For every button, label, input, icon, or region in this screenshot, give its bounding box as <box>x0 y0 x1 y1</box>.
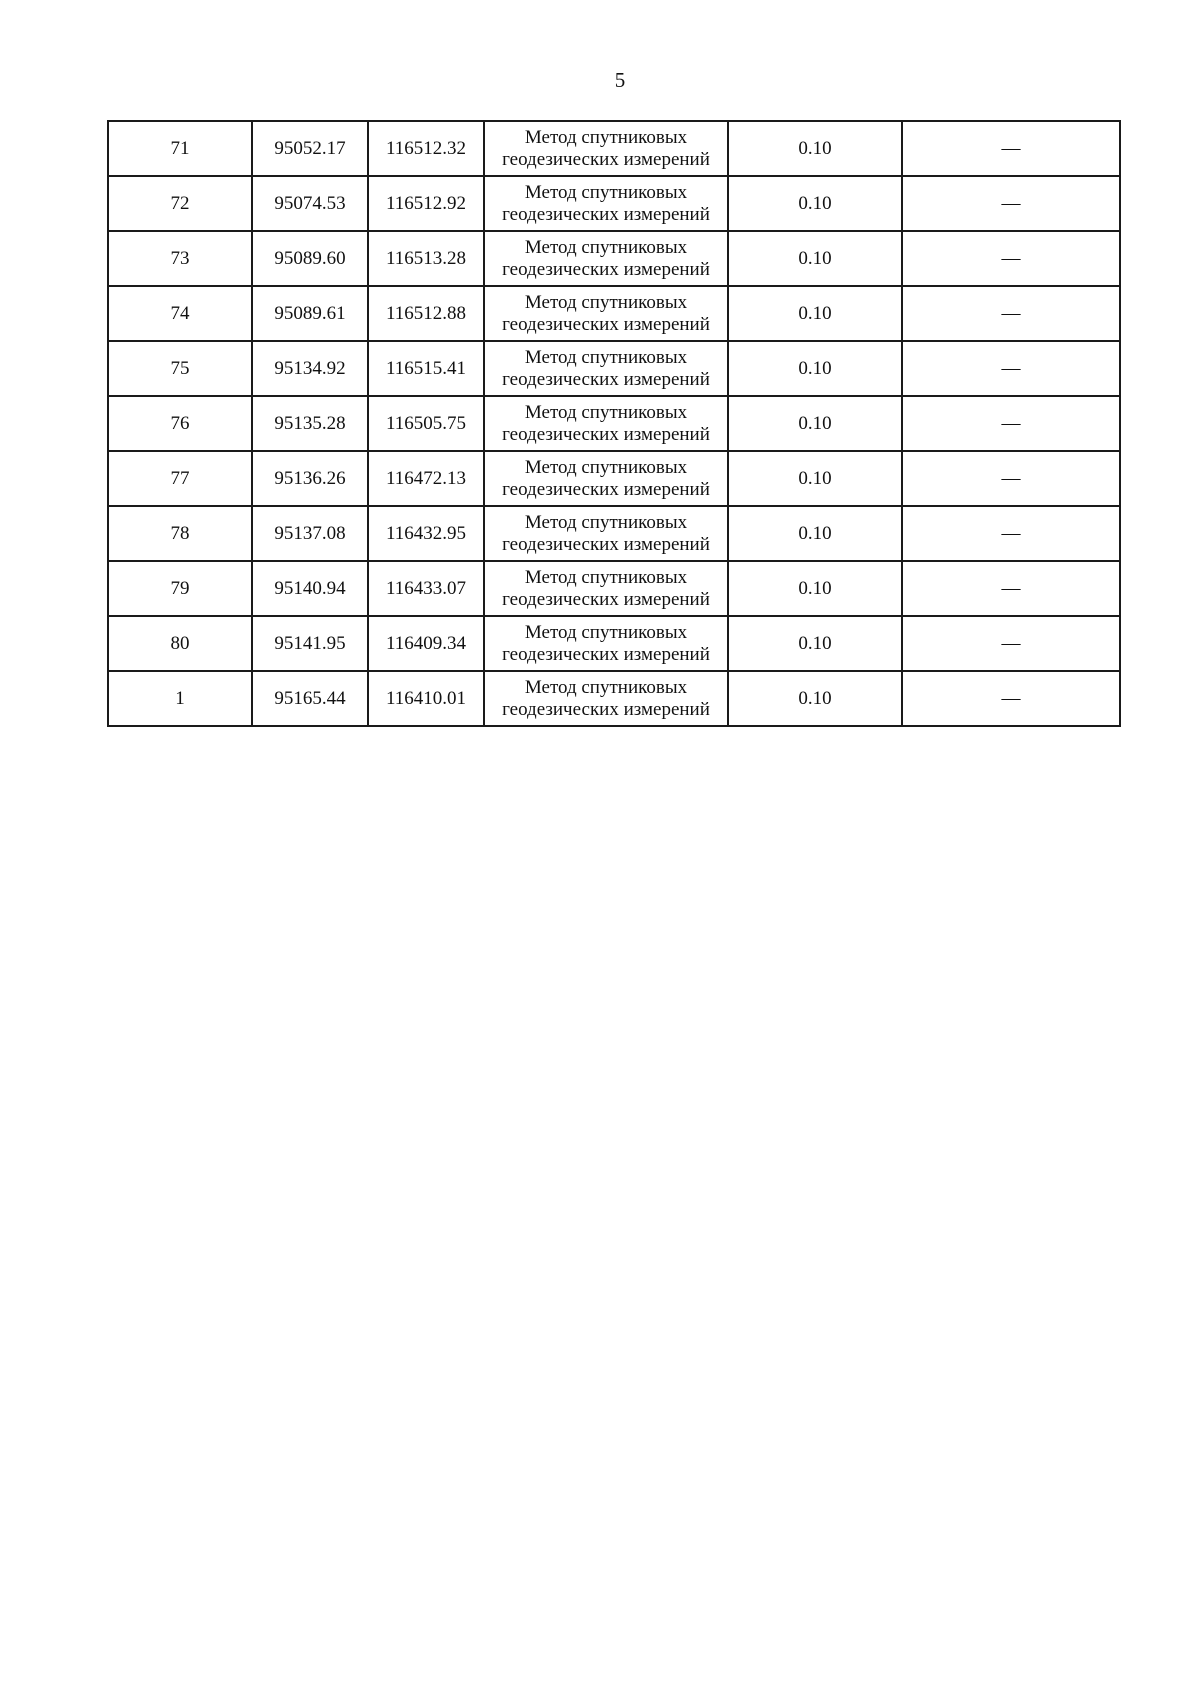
table-row <box>108 396 1120 451</box>
table-row <box>108 506 1120 561</box>
method-line-1: Метод спутниковых <box>524 291 688 313</box>
note-cell: — <box>902 451 1120 506</box>
y-coordinate-cell: 116472.13 <box>368 451 484 506</box>
method-cell <box>484 231 728 286</box>
accuracy-cell: 0.10 <box>728 561 902 616</box>
point-number-cell: 80 <box>108 616 252 671</box>
accuracy-cell: 0.10 <box>728 341 902 396</box>
y-coordinate-cell: 116409.34 <box>368 616 484 671</box>
y-coordinate-cell: 116432.95 <box>368 506 484 561</box>
page-number: 5 <box>614 68 626 92</box>
x-coordinate-cell: 95134.92 <box>252 341 368 396</box>
method-cell <box>484 341 728 396</box>
method-line-1: Метод спутниковых <box>524 236 688 258</box>
note-cell: — <box>902 231 1120 286</box>
accuracy-cell: 0.10 <box>728 286 902 341</box>
x-coordinate-cell: 95089.61 <box>252 286 368 341</box>
point-number-cell: 77 <box>108 451 252 506</box>
method-line-2: геодезических измерений <box>502 423 710 445</box>
accuracy-cell: 0.10 <box>728 506 902 561</box>
note-cell: — <box>902 286 1120 341</box>
x-coordinate-cell: 95165.44 <box>252 671 368 726</box>
method-line-2: геодезических измерений <box>502 478 710 500</box>
table-row <box>108 671 1120 726</box>
note-cell: — <box>902 121 1120 176</box>
method-line-2: геодезических измерений <box>502 533 710 555</box>
table-row <box>108 561 1120 616</box>
accuracy-cell: 0.10 <box>728 176 902 231</box>
x-coordinate-cell: 95089.60 <box>252 231 368 286</box>
y-coordinate-cell: 116515.41 <box>368 341 484 396</box>
method-line-1: Метод спутниковых <box>524 126 688 148</box>
point-number-cell: 73 <box>108 231 252 286</box>
accuracy-cell: 0.10 <box>728 396 902 451</box>
method-line-2: геодезических измерений <box>502 368 710 390</box>
x-coordinate-cell: 95074.53 <box>252 176 368 231</box>
point-number-cell: 74 <box>108 286 252 341</box>
table-row <box>108 616 1120 671</box>
point-number-cell: 71 <box>108 121 252 176</box>
x-coordinate-cell: 95136.26 <box>252 451 368 506</box>
method-cell <box>484 671 728 726</box>
x-coordinate-cell: 95135.28 <box>252 396 368 451</box>
accuracy-cell: 0.10 <box>728 231 902 286</box>
point-number-cell: 75 <box>108 341 252 396</box>
point-number-cell: 72 <box>108 176 252 231</box>
y-coordinate-cell: 116513.28 <box>368 231 484 286</box>
method-line-1: Метод спутниковых <box>524 456 688 478</box>
x-coordinate-cell: 95137.08 <box>252 506 368 561</box>
method-line-2: геодезических измерений <box>502 588 710 610</box>
accuracy-cell: 0.10 <box>728 451 902 506</box>
method-line-2: геодезических измерений <box>502 148 710 170</box>
point-number-cell: 79 <box>108 561 252 616</box>
table-row <box>108 121 1120 176</box>
y-coordinate-cell: 116433.07 <box>368 561 484 616</box>
y-coordinate-cell: 116512.32 <box>368 121 484 176</box>
method-line-1: Метод спутниковых <box>524 621 688 643</box>
table-row <box>108 451 1120 506</box>
method-line-1: Метод спутниковых <box>524 346 688 368</box>
method-cell <box>484 506 728 561</box>
x-coordinate-cell: 95141.95 <box>252 616 368 671</box>
method-line-2: геодезических измерений <box>502 313 710 335</box>
note-cell: — <box>902 341 1120 396</box>
method-line-2: геодезических измерений <box>502 643 710 665</box>
method-line-2: геодезических измерений <box>502 203 710 225</box>
accuracy-cell: 0.10 <box>728 671 902 726</box>
x-coordinate-cell: 95140.94 <box>252 561 368 616</box>
coordinates-table-body <box>108 121 1120 726</box>
coordinates-table <box>107 120 1121 727</box>
table-row <box>108 176 1120 231</box>
note-cell: — <box>902 561 1120 616</box>
accuracy-cell: 0.10 <box>728 121 902 176</box>
note-cell: — <box>902 671 1120 726</box>
method-cell <box>484 121 728 176</box>
method-line-1: Метод спутниковых <box>524 181 688 203</box>
table-row <box>108 231 1120 286</box>
table-row <box>108 286 1120 341</box>
accuracy-cell: 0.10 <box>728 616 902 671</box>
point-number-cell: 76 <box>108 396 252 451</box>
method-cell <box>484 616 728 671</box>
note-cell: — <box>902 616 1120 671</box>
x-coordinate-cell: 95052.17 <box>252 121 368 176</box>
method-line-1: Метод спутниковых <box>524 401 688 423</box>
note-cell: — <box>902 506 1120 561</box>
method-cell <box>484 396 728 451</box>
note-cell: — <box>902 176 1120 231</box>
method-cell <box>484 176 728 231</box>
note-cell: — <box>902 396 1120 451</box>
method-line-1: Метод спутниковых <box>524 511 688 533</box>
method-line-2: геодезических измерений <box>502 258 710 280</box>
method-cell <box>484 561 728 616</box>
method-cell <box>484 286 728 341</box>
method-cell <box>484 451 728 506</box>
point-number-cell: 1 <box>108 671 252 726</box>
y-coordinate-cell: 116512.92 <box>368 176 484 231</box>
table-row <box>108 341 1120 396</box>
point-number-cell: 78 <box>108 506 252 561</box>
method-line-1: Метод спутниковых <box>524 566 688 588</box>
method-line-2: геодезических измерений <box>502 698 710 720</box>
method-line-1: Метод спутниковых <box>524 676 688 698</box>
y-coordinate-cell: 116410.01 <box>368 671 484 726</box>
y-coordinate-cell: 116505.75 <box>368 396 484 451</box>
y-coordinate-cell: 116512.88 <box>368 286 484 341</box>
